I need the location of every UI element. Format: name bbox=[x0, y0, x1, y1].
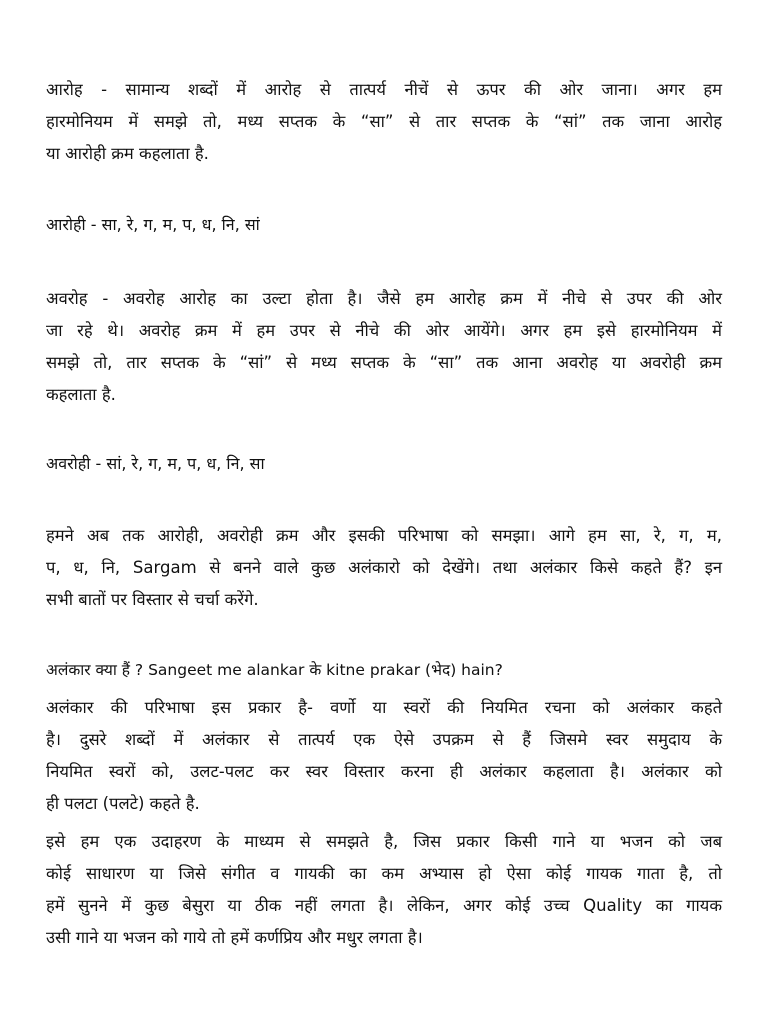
paragraph-line: ही पलटा (पलटे) कहते है. bbox=[46, 794, 200, 813]
paragraph-line: या आरोही क्रम कहलाता है. bbox=[46, 144, 209, 163]
paragraph-line: कोई साधारण या जिसे संगीत व गायकी का कम अभ्यास हो ऐसा कोई गायक गाता है, तो bbox=[46, 864, 722, 883]
paragraph-line: प, ध, नि, Sargam से बनने वाले कुछ अलंकारो को देखेंगे। तथा अलंकार किसे कहते हैं? इन bbox=[46, 558, 722, 577]
paragraph-line: हमने अब तक आरोही, अवरोही क्रम और इसकी परिभाषा को समझा। आगे हम सा, रे, ग, म, bbox=[46, 526, 722, 545]
paragraph-avaroh bbox=[46, 283, 722, 411]
paragraph-line: नियमित स्वरों को, उलट-पलट कर स्वर विस्तार करना ही अलंकार कहलाता है। अलंकार को bbox=[46, 762, 722, 781]
section-heading: अलंकार क्या हैं ? Sangeet me alankar के kitne prakar (भेद) hain? bbox=[46, 661, 503, 679]
paragraph-line: है। दुसरे शब्दों में अलंकार से तात्पर्य एक ऐसे उपक्रम से हैं जिसमे स्वर समुदाय के bbox=[46, 730, 722, 749]
paragraph-line: कहलाता है. bbox=[46, 385, 116, 404]
paragraph-definition bbox=[46, 692, 722, 820]
paragraph-example bbox=[46, 826, 722, 954]
paragraph-line: इसे हम एक उदाहरण के माध्यम से समझते है, जिस प्रकार किसी गाने या भजन को जब bbox=[46, 832, 722, 851]
paragraph-line: समझे तो, तार सप्तक के “सां” से मध्य सप्तक के “सा” तक आना अवरोह या अवरोही क्रम bbox=[46, 353, 722, 372]
paragraph-summary bbox=[46, 520, 722, 616]
paragraph-line: सभी बातों पर विस्तार से चर्चा करेंगे. bbox=[46, 590, 259, 609]
paragraph-line: उसी गाने या भजन को गाये तो हमें कर्णप्रिय और मधुर लगता है। bbox=[46, 928, 423, 947]
paragraph-line: अलंकार की परिभाषा इस प्रकार है- वर्णो या स्वरों की नियमित रचना को अलंकार कहते bbox=[46, 698, 722, 717]
paragraph-line: जा रहे थे। अवरोह क्रम में हम उपर से नीचे की ओर आयेंगे। अगर हम इसे हारमोनियम में bbox=[46, 321, 722, 340]
document-page bbox=[46, 0, 722, 1024]
aarohi-scale: आरोही - सा, रे, ग, म, प, ध, नि, सां bbox=[46, 215, 260, 234]
paragraph-line: हारमोनियम में समझे तो, मध्य सप्तक के “सा” से तार सप्तक के “सां” तक जाना आरोह bbox=[46, 112, 722, 131]
paragraph-aaroh bbox=[46, 74, 722, 170]
paragraph-line: अवरोह - अवरोह आरोह का उल्टा होता है। जैसे हम आरोह क्रम में नीचे से उपर की ओर bbox=[46, 289, 722, 308]
paragraph-line: आरोह - सामान्य शब्दों में आरोह से तात्पर्य नीचें से ऊपर की ओर जाना। अगर हम bbox=[46, 80, 722, 99]
paragraph-line: हमें सुनने में कुछ बेसुरा या ठीक नहीं लगता है। लेकिन, अगर कोई उच्च Quality का गायक bbox=[46, 896, 722, 915]
avarohi-scale: अवरोही - सां, रे, ग, म, प, ध, नि, सा bbox=[46, 454, 265, 473]
